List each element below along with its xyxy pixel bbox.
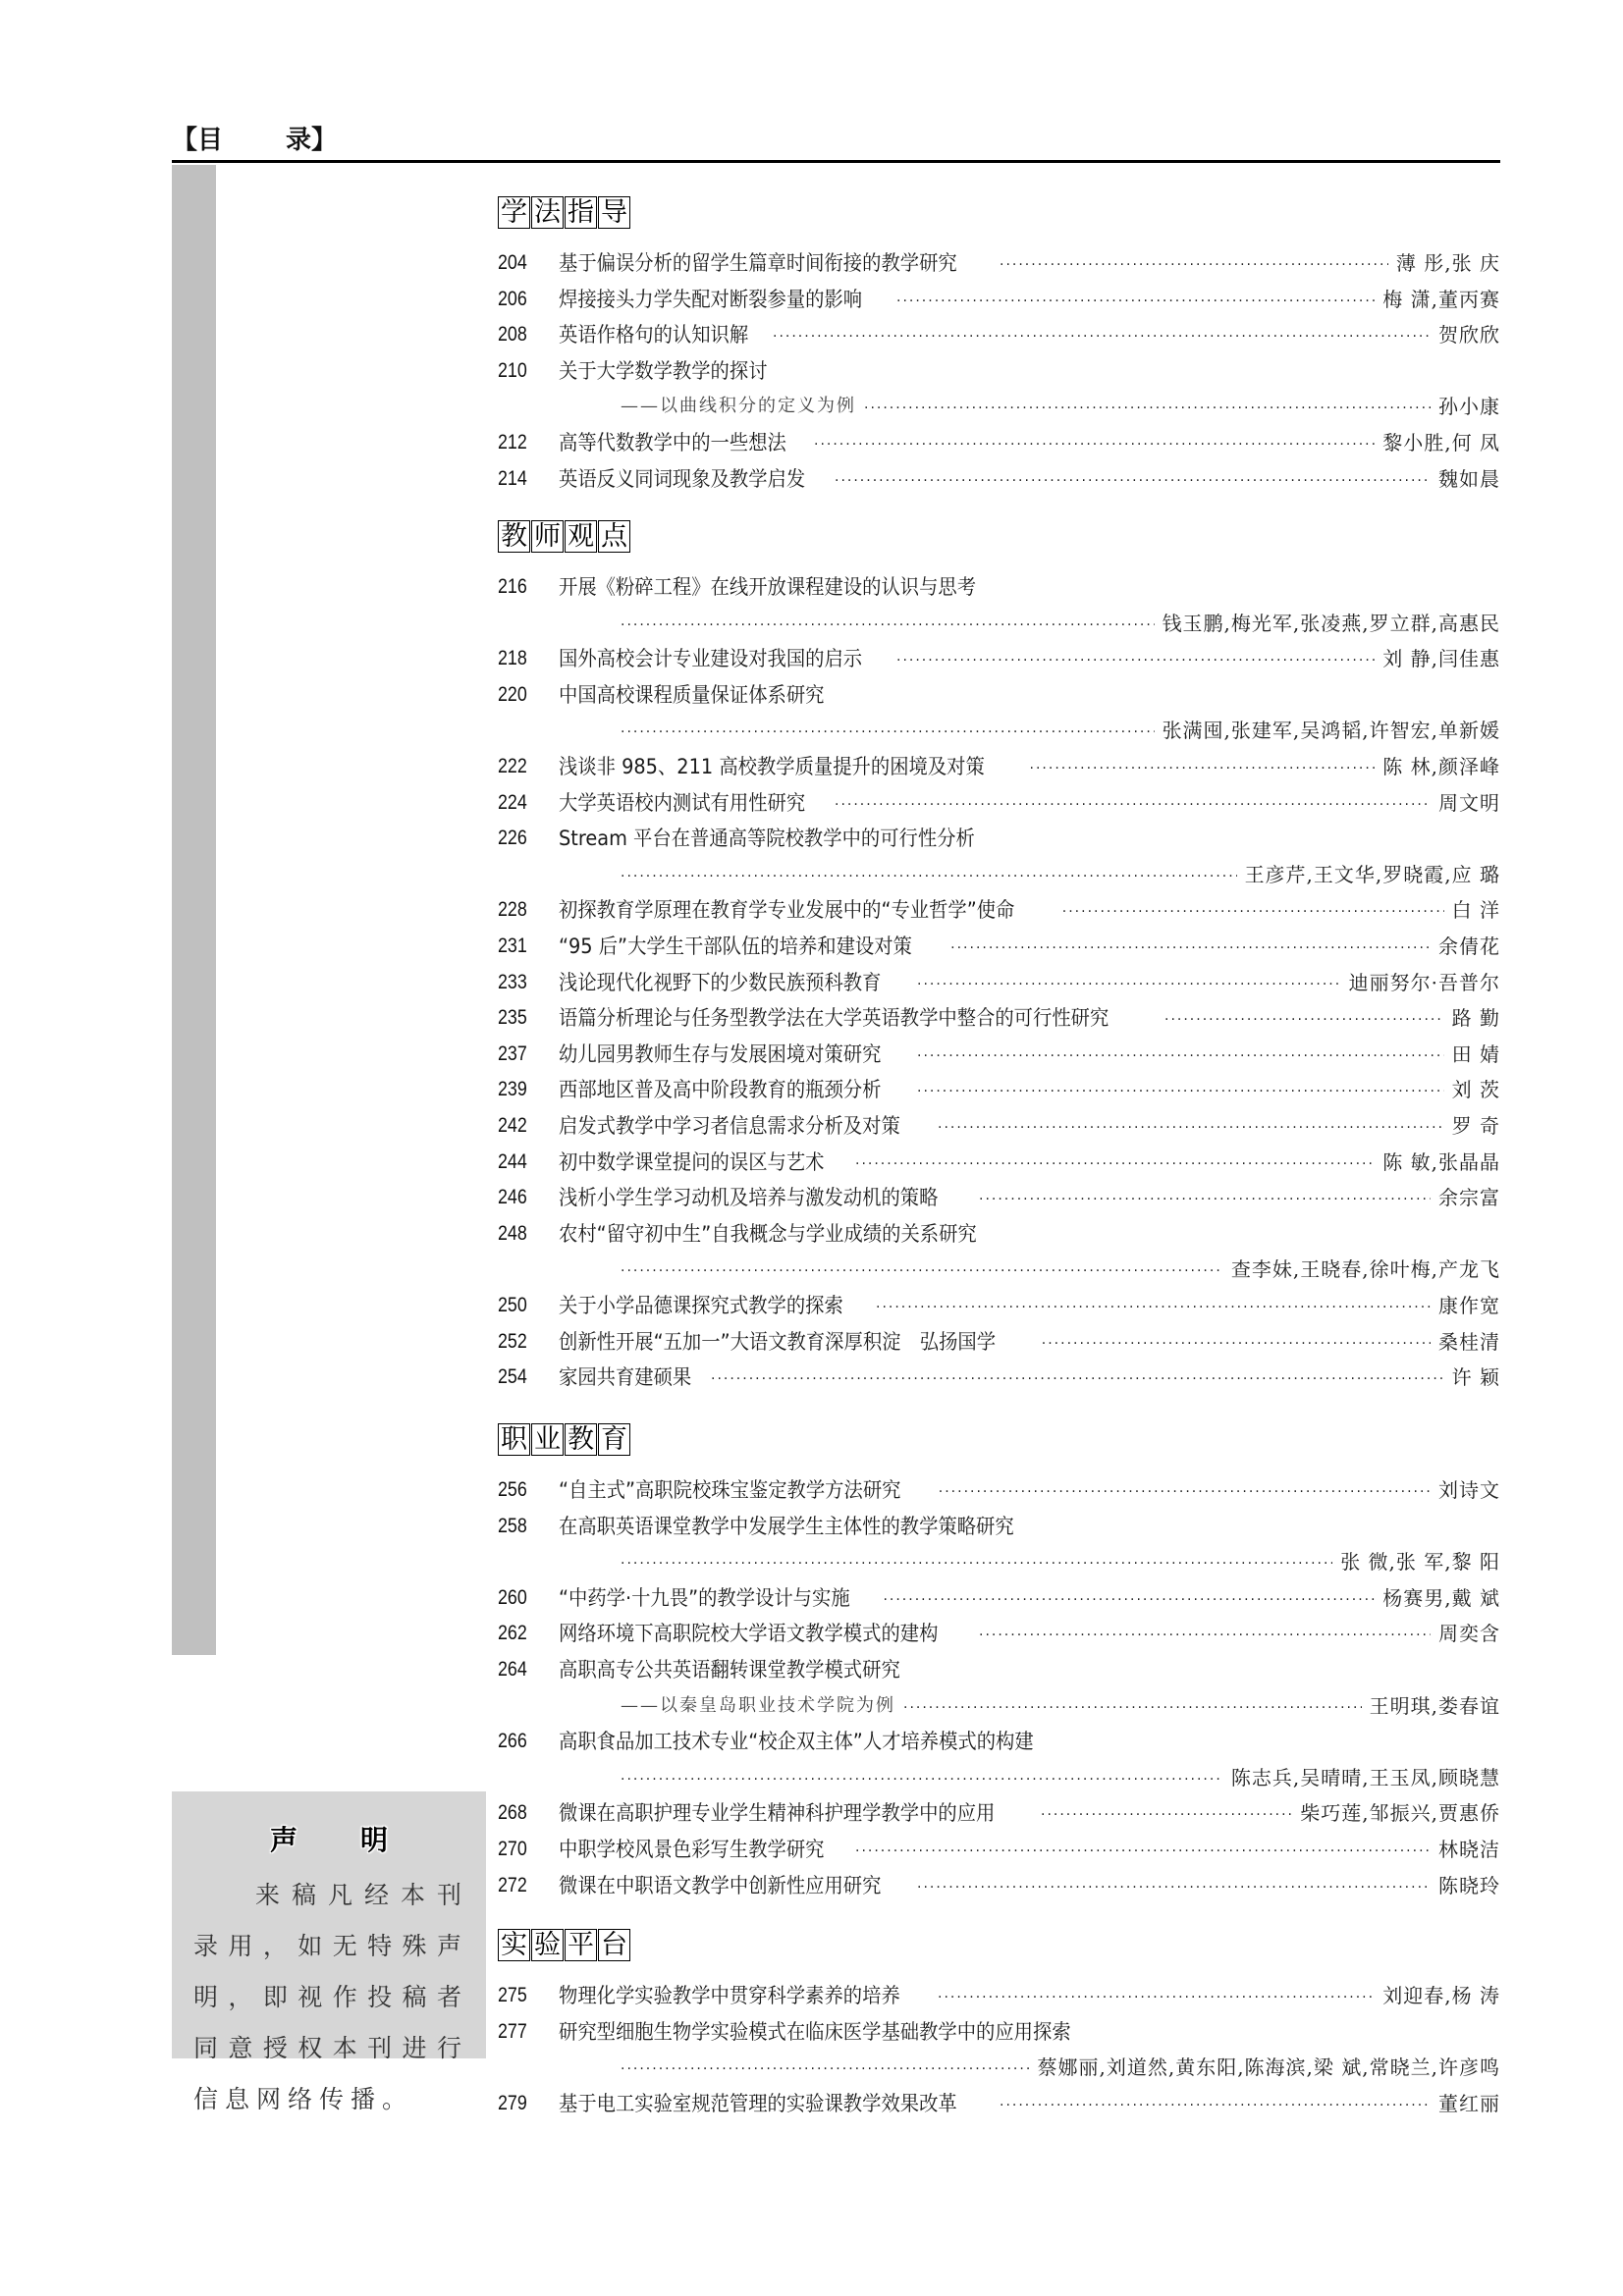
entry-title[interactable]: 关于大学数学教学的探讨 — [559, 358, 768, 383]
entry-authors: 查李妹,王晓春,徐叶梅,产龙飞 — [1230, 1257, 1500, 1282]
entry-title[interactable]: 大学英语校内测试有用性研究 — [559, 790, 806, 815]
entry-title[interactable]: 幼儿园男教师生存与发展困境对策研究 — [559, 1041, 882, 1066]
dot-leader — [1164, 1000, 1444, 1036]
declaration-title — [172, 1819, 486, 1858]
entry-authors: 陈晓玲 — [1438, 1873, 1500, 1897]
dot-leader — [621, 857, 1237, 892]
section-header-char: 观 — [565, 520, 597, 553]
dot-leader — [1000, 2086, 1431, 2121]
dot-leader — [938, 1108, 1444, 1144]
toc-entry[interactable] — [498, 641, 1500, 676]
header-rule — [172, 160, 1500, 163]
toc-entry[interactable] — [498, 1616, 1500, 1651]
dot-leader — [835, 785, 1431, 821]
entry-authors: 孙小康 — [1438, 395, 1500, 419]
toc-entry[interactable] — [498, 1145, 1500, 1180]
entry-authors: 张满囤,张建军,吴鸿韬,许智宏,单新媛 — [1162, 719, 1500, 743]
entry-authors: 王明琪,娄春谊 — [1369, 1693, 1500, 1718]
dot-leader — [621, 2050, 1029, 2085]
entry-authors: 林晓洁 — [1438, 1838, 1500, 1861]
page-number: 264 — [498, 1658, 527, 1681]
section-header-char: 点 — [598, 520, 630, 553]
toc-entry[interactable] — [498, 245, 1500, 281]
entry-title[interactable]: 物理化学实验教学中贯穿科学素养的培养 — [559, 1984, 900, 2007]
dot-leader — [1062, 892, 1444, 928]
dot-leader — [1030, 749, 1376, 784]
entry-authors: 柴巧莲,邹振兴,贾惠侨 — [1300, 1801, 1500, 1826]
section-header-char: 育 — [598, 1423, 630, 1456]
page-number: 250 — [498, 1294, 527, 1316]
entry-authors: 周奕含 — [1438, 1622, 1500, 1646]
entry-title[interactable]: 初中数学课堂提问的误区与艺术 — [559, 1149, 825, 1174]
section-header-char: 实 — [498, 1929, 530, 1961]
dot-leader — [938, 1978, 1375, 2013]
section-header — [498, 1929, 631, 1961]
page-number: 252 — [498, 1329, 527, 1353]
entry-authors: 陈 敏,张晶晶 — [1382, 1149, 1500, 1174]
page-number: 272 — [498, 1873, 527, 1896]
entry-authors: 张 微,张 军,黎 阳 — [1340, 1550, 1500, 1575]
dot-leader — [814, 425, 1375, 460]
side-decorative-bar — [172, 165, 216, 1655]
entry-authors: 康作宽 — [1438, 1294, 1500, 1317]
dot-leader — [896, 641, 1375, 676]
entry-title[interactable]: 创新性开展“五加一”大语文教育深厚积淀 弘扬国学 — [559, 1329, 997, 1354]
toc-entry[interactable] — [498, 1037, 1500, 1072]
page-number: 222 — [498, 755, 527, 777]
entry-title[interactable]: 在高职英语课堂教学中发展学生主体性的教学策略研究 — [559, 1514, 1014, 1538]
page-number: 260 — [498, 1585, 527, 1609]
page-number: 266 — [498, 1730, 527, 1753]
entry-authors: 刘迎春,杨 涛 — [1382, 1984, 1500, 2007]
dot-leader — [939, 1472, 1431, 1508]
dot-leader — [876, 1288, 1431, 1323]
entry-title[interactable]: 微课在高职护理专业学生精神科护理学教学中的应用 — [559, 1801, 996, 1826]
dot-leader — [621, 713, 1155, 748]
toc-entry[interactable] — [498, 1216, 1500, 1252]
entry-authors: 魏如晨 — [1438, 466, 1500, 491]
entry-title[interactable]: 高等代数教学中的一些想法 — [559, 431, 786, 454]
toc-entry[interactable] — [498, 2014, 1500, 2050]
page-number: 220 — [498, 682, 527, 706]
page-number: 212 — [498, 431, 527, 454]
toc-entry[interactable] — [498, 1072, 1500, 1107]
dot-leader — [855, 1145, 1375, 1180]
dot-leader — [917, 1037, 1444, 1072]
toc-entry-subtitle-line — [498, 1688, 1500, 1724]
page-number: 239 — [498, 1078, 527, 1101]
entry-title[interactable]: 中国高校课程质量保证体系研究 — [559, 682, 825, 707]
toc-entry-author-line — [498, 2050, 1500, 2085]
entry-authors: 陈 林,颜泽峰 — [1382, 755, 1500, 778]
entry-authors: 陈志兵,吴晴晴,王玉凤,顾晓慧 — [1230, 1765, 1500, 1789]
page-number: 224 — [498, 790, 527, 814]
entry-authors: 余倩花 — [1438, 934, 1500, 958]
entry-title[interactable]: 中职学校风景色彩写生教学研究 — [559, 1838, 825, 1861]
entry-authors: 迪丽努尔·吾普尔 — [1348, 970, 1500, 994]
entry-authors: 刘 静,闫佳惠 — [1382, 647, 1500, 671]
dot-leader — [917, 1072, 1444, 1107]
dot-leader — [711, 1360, 1444, 1395]
entry-title[interactable]: 高职食品加工技术专业“校企双主体”人才培养模式的构建 — [559, 1730, 1034, 1754]
toc-entry[interactable] — [498, 569, 1500, 605]
page-number: 244 — [498, 1149, 527, 1173]
toc-entry[interactable] — [498, 677, 1500, 713]
entry-authors: 桑桂清 — [1438, 1329, 1500, 1354]
page-number: 246 — [498, 1186, 527, 1209]
section-header — [498, 196, 631, 229]
entry-title[interactable]: 浅析小学生学习动机及培养与激发动机的策略 — [559, 1186, 939, 1210]
section-header-char: 职 — [498, 1423, 530, 1456]
toc-entry[interactable] — [498, 1180, 1500, 1215]
dot-leader — [979, 1616, 1431, 1651]
section-header — [498, 520, 631, 553]
page-number: 268 — [498, 1801, 527, 1825]
entry-authors: 薄 彤,张 庆 — [1395, 251, 1500, 275]
dot-leader — [621, 1544, 1332, 1579]
toc-entry-author-line — [498, 1544, 1500, 1579]
page-number: 275 — [498, 1984, 527, 2006]
entry-title[interactable]: 开展《粉碎工程》在线开放课程建设的认识与思考 — [559, 575, 977, 599]
entry-title[interactable]: 焊接接头力学失配对断裂参量的影响 — [559, 287, 863, 311]
page-number: 248 — [498, 1221, 527, 1245]
entry-subtitle: ——以曲线积分的定义为例 — [621, 396, 856, 417]
section-header-char: 业 — [531, 1423, 564, 1456]
entry-authors: 贺欣欣 — [1438, 323, 1500, 347]
entry-title[interactable]: Stream 平台在普通高等院校教学中的可行性分析 — [559, 827, 975, 851]
entry-title[interactable]: 国外高校会计专业建设对我国的启示 — [559, 647, 863, 671]
page-header — [172, 126, 337, 155]
section-header-char: 学 — [498, 196, 530, 229]
toc-entry[interactable] — [498, 1652, 1500, 1687]
page-number: 210 — [498, 358, 527, 382]
toc-entry[interactable] — [498, 1000, 1500, 1036]
toc-entry[interactable] — [498, 317, 1500, 352]
dot-leader — [621, 606, 1155, 641]
entry-authors: 田 婧 — [1451, 1041, 1500, 1066]
toc-entry[interactable] — [498, 1724, 1500, 1759]
entry-title[interactable]: 网络环境下高职院校大学语文教学模式的建构 — [559, 1622, 939, 1646]
entry-title[interactable]: “自主式”高职院校珠宝鉴定教学方法研究 — [559, 1478, 901, 1502]
entry-title[interactable]: 英语反义同词现象及教学启发 — [559, 466, 806, 491]
section-header-char: 指 — [565, 196, 597, 229]
entry-title[interactable]: 关于小学品德课探究式教学的探索 — [559, 1294, 843, 1317]
entry-title[interactable]: 农村“留守初中生”自我概念与学业成绩的关系研究 — [559, 1221, 977, 1246]
page-number: 206 — [498, 287, 527, 310]
toc-entry[interactable] — [498, 1288, 1500, 1323]
page-number: 277 — [498, 2019, 527, 2043]
entry-title[interactable]: 浅谈非 985、211 高校教学质量提升的困境及对策 — [559, 755, 985, 778]
dot-leader — [950, 929, 1431, 964]
toc-entry[interactable] — [498, 785, 1500, 821]
entry-title[interactable]: 启发式教学中学习者信息需求分析及对策 — [559, 1114, 900, 1138]
section-header-char: 台 — [598, 1929, 630, 1961]
dot-leader — [903, 1688, 1362, 1724]
toc-entry[interactable] — [498, 2086, 1500, 2121]
toc-entry-author-line — [498, 857, 1500, 892]
page-number: 204 — [498, 251, 527, 274]
page-number: 237 — [498, 1041, 527, 1065]
page-number: 208 — [498, 323, 527, 347]
header-left: 【目 — [172, 126, 224, 155]
page-number: 270 — [498, 1838, 527, 1860]
entry-authors: 刘诗文 — [1438, 1478, 1500, 1502]
dot-leader — [979, 1180, 1431, 1215]
toc-entry[interactable] — [498, 1795, 1500, 1831]
section-header-char: 导 — [598, 196, 630, 229]
entry-title[interactable]: 高职高专公共英语翻转课堂教学模式研究 — [559, 1658, 900, 1682]
toc-entry[interactable] — [498, 1978, 1500, 2013]
toc-entry[interactable] — [498, 1108, 1500, 1144]
entry-authors: 罗 奇 — [1451, 1114, 1500, 1138]
entry-authors: 董红丽 — [1438, 2091, 1500, 2115]
toc-entry[interactable] — [498, 929, 1500, 964]
page-number: 218 — [498, 647, 527, 670]
section-header-char: 法 — [531, 196, 564, 229]
toc-entry[interactable] — [498, 1580, 1500, 1616]
page-number: 242 — [498, 1114, 527, 1137]
entry-title[interactable]: 基于偏误分析的留学生篇章时间衔接的教学研究 — [559, 251, 957, 275]
dot-leader — [835, 461, 1431, 497]
entry-title[interactable]: 浅论现代化视野下的少数民族预科教育 — [559, 970, 882, 994]
dot-leader — [1042, 1324, 1431, 1360]
entry-title[interactable]: 研究型细胞生物学实验模式在临床医学基础教学中的应用探索 — [559, 2019, 1071, 2044]
section-header-char: 教 — [498, 520, 530, 553]
entry-title[interactable]: 英语作格句的认知识解 — [559, 323, 749, 347]
dot-leader — [896, 282, 1375, 317]
entry-authors: 许 颖 — [1451, 1365, 1500, 1390]
dot-leader — [883, 1580, 1375, 1616]
toc-entry[interactable] — [498, 282, 1500, 317]
declaration-title-char: 声 — [269, 1824, 298, 1856]
toc-entry-author-line — [498, 606, 1500, 641]
page-number: 256 — [498, 1478, 527, 1501]
entry-title[interactable]: “中药学·十九畏”的教学设计与实施 — [559, 1585, 850, 1610]
declaration-body — [193, 1870, 468, 2125]
page-number: 214 — [498, 466, 527, 490]
section-header-char: 验 — [531, 1929, 564, 1961]
entry-title[interactable]: 初探教育学原理在教育学专业发展中的“专业哲学”使命 — [559, 898, 1015, 923]
toc-entry[interactable] — [498, 1472, 1500, 1508]
toc-entry-author-line — [498, 1760, 1500, 1795]
header-right: 录】 — [286, 126, 338, 155]
entry-authors: 梅 潇,董丙赛 — [1382, 287, 1500, 311]
toc-entry-subtitle-line — [498, 389, 1500, 424]
section-header-char: 教 — [565, 1423, 597, 1456]
entry-authors: 刘 茨 — [1451, 1078, 1500, 1102]
toc-entry[interactable] — [498, 1360, 1500, 1395]
toc-entry[interactable] — [498, 892, 1500, 928]
toc-entry[interactable] — [498, 821, 1500, 856]
declaration-box — [172, 1791, 486, 2113]
page-number: 228 — [498, 898, 527, 922]
page-number: 235 — [498, 1006, 527, 1030]
page-number: 216 — [498, 575, 527, 598]
toc-entry[interactable] — [498, 461, 1500, 497]
dot-leader — [917, 1868, 1431, 1903]
toc-entry[interactable] — [498, 1868, 1500, 1903]
entry-authors: 杨赛男,戴 斌 — [1382, 1585, 1500, 1610]
dot-leader — [621, 1760, 1223, 1795]
dot-leader — [855, 1832, 1431, 1867]
entry-title[interactable]: “95 后”大学生干部队伍的培养和建设对策 — [559, 934, 912, 958]
dot-leader — [1000, 245, 1388, 281]
section-header — [498, 1423, 631, 1456]
entry-title[interactable]: 微课在中职语文教学中创新性应用研究 — [559, 1873, 882, 1897]
toc-entry-author-line — [498, 1252, 1500, 1287]
entry-title[interactable]: 语篇分析理论与任务型教学法在大学英语教学中整合的可行性研究 — [559, 1006, 1109, 1031]
page-number: 233 — [498, 970, 527, 993]
page-number: 279 — [498, 2091, 527, 2114]
dot-leader — [1041, 1795, 1292, 1831]
page-number: 254 — [498, 1365, 527, 1389]
section-header-char: 平 — [565, 1929, 597, 1961]
entry-authors: 余宗富 — [1438, 1186, 1500, 1210]
entry-authors: 黎小胜,何 凤 — [1382, 431, 1500, 454]
entry-authors: 周文明 — [1438, 790, 1500, 815]
toc-entry-author-line — [498, 713, 1500, 748]
section-header-char: 师 — [531, 520, 564, 553]
dot-leader — [917, 965, 1341, 1000]
entry-title[interactable]: 基于电工实验室规范管理的实验课教学效果改革 — [559, 2091, 957, 2115]
entry-authors: 白 洋 — [1451, 898, 1500, 923]
toc-entry[interactable] — [498, 749, 1500, 784]
dot-leader — [621, 1252, 1223, 1287]
page-number: 231 — [498, 934, 527, 957]
entry-authors: 蔡娜丽,刘道然,黄东阳,陈海滨,梁 斌,常晓兰,许彦鸣 — [1037, 2056, 1500, 2080]
entry-title[interactable]: 西部地区普及高中阶段教育的瓶颈分析 — [559, 1078, 882, 1102]
page-number: 258 — [498, 1514, 527, 1537]
page-number: 262 — [498, 1622, 527, 1645]
page-number: 226 — [498, 827, 527, 850]
entry-authors: 王彦芹,王文华,罗晓霞,应 璐 — [1244, 862, 1500, 886]
toc-entry[interactable] — [498, 1509, 1500, 1544]
toc-entry[interactable] — [498, 425, 1500, 460]
declaration-title-char: 明 — [360, 1824, 389, 1856]
toc-entry[interactable] — [498, 353, 1500, 389]
entry-subtitle: ——以秦皇岛职业技术学院为例 — [621, 1694, 895, 1716]
toc-entry[interactable] — [498, 1832, 1500, 1867]
entry-authors: 钱玉鹏,梅光军,张凌燕,罗立群,高惠民 — [1162, 611, 1500, 635]
toc-entry[interactable] — [498, 965, 1500, 1000]
dot-leader — [773, 317, 1431, 352]
entry-title[interactable]: 家园共育建硕果 — [559, 1365, 692, 1390]
toc-entry[interactable] — [498, 1324, 1500, 1360]
entry-authors: 路 勤 — [1451, 1006, 1500, 1031]
declaration-text: 来稿凡经本刊录用，如无特殊声明，即视作投稿者同意授权本刊进行信息网络传播。 — [193, 1881, 468, 2113]
dot-leader — [864, 389, 1431, 424]
